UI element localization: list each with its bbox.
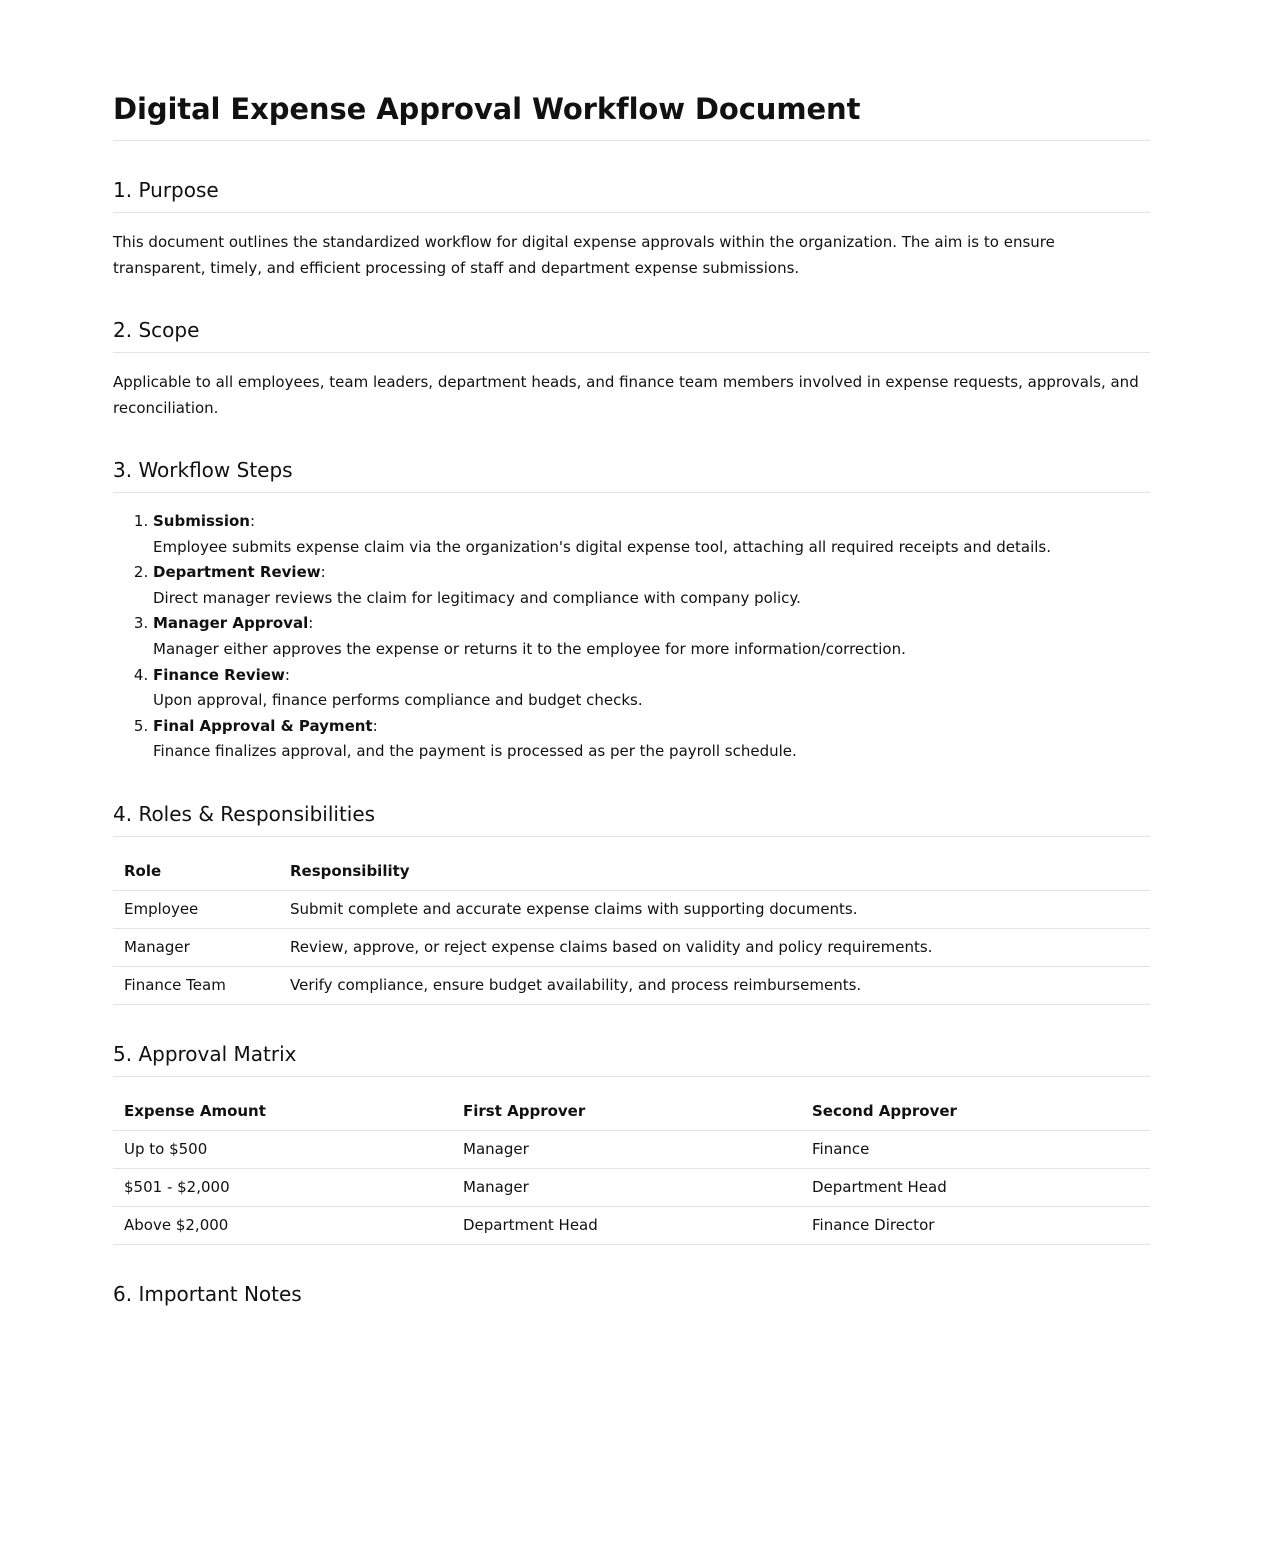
column-header: Responsibility <box>279 853 1150 891</box>
workflow-step: 3. Manager Approval: Manager either approves the expense or returns it to the employee for more information/correction. <box>153 611 1150 662</box>
table-row <box>113 1206 1150 1244</box>
table-cell: Manager <box>113 928 279 966</box>
table-cell: Manager <box>452 1168 801 1206</box>
table-header-row <box>113 1093 1150 1131</box>
table-cell: Above $2,000 <box>113 1206 452 1244</box>
section-purpose <box>113 177 1150 281</box>
section-roles <box>113 801 1150 1005</box>
table-row <box>113 890 1150 928</box>
purpose-text: This document outlines the standardized workflow for digital expense approvals within the organization. The aim is to ensure transparent, timely, and efficient processing of staff and department expense submissions. <box>113 233 1055 277</box>
step-description: Finance finalizes approval, and the payment is processed as per the payroll schedule. <box>153 742 797 761</box>
section-workflow <box>113 457 1150 765</box>
table-cell: Review, approve, or reject expense claims based on validity and policy requirements. <box>279 928 1150 966</box>
workflow-step: 1. Submission: Employee submits expense claim via the organization's digital expense tool, attaching all required receipts and details. <box>153 509 1150 560</box>
table-cell: Finance <box>801 1130 1150 1168</box>
step-title: Finance Review <box>153 665 285 684</box>
table-header-row <box>113 853 1150 891</box>
table-cell: Department Head <box>801 1168 1150 1206</box>
document-page <box>113 0 1150 1316</box>
workflow-step: 4. Finance Review: Upon approval, finance performs compliance and budget checks. <box>153 663 1150 714</box>
table-row <box>113 1130 1150 1168</box>
column-header: Expense Amount <box>113 1093 452 1131</box>
step-title: Final Approval & Payment <box>153 716 373 735</box>
table-cell: Finance Director <box>801 1206 1150 1244</box>
table-cell: Department Head <box>452 1206 801 1244</box>
workflow-step: 5. Final Approval & Payment: Finance finalizes approval, and the payment is processed as per the payroll schedule. <box>153 714 1150 765</box>
table-cell: Manager <box>452 1130 801 1168</box>
step-title: Department Review <box>153 563 321 582</box>
workflow-step: 2. Department Review: Direct manager reviews the claim for legitimacy and compliance with company policy. <box>153 560 1150 611</box>
document-title: Digital Expense Approval Workflow Document <box>113 91 1150 141</box>
step-description: Manager either approves the expense or returns it to the employee for more information/correction. <box>153 639 906 658</box>
workflow-steps-list <box>113 509 1150 765</box>
table-cell: Verify compliance, ensure budget availability, and process reimbursements. <box>279 966 1150 1004</box>
table-row <box>113 966 1150 1004</box>
scope-text: Applicable to all employees, team leaders, department heads, and finance team members involved in expense requests, approvals, and reconciliation. <box>113 373 1139 417</box>
section-approval-matrix <box>113 1041 1150 1245</box>
step-description: Employee submits expense claim via the organization's digital expense tool, attaching all required receipts and details. <box>153 537 1052 556</box>
section-heading-scope: 2. Scope <box>113 317 1150 353</box>
table-cell: Submit complete and accurate expense claims with supporting documents. <box>279 890 1150 928</box>
section-heading-notes: 6. Important Notes <box>113 1281 302 1306</box>
table-row <box>113 928 1150 966</box>
column-header: Role <box>113 853 279 891</box>
table-row <box>113 1168 1150 1206</box>
step-title: Manager Approval <box>153 614 309 633</box>
section-notes <box>113 1281 1150 1316</box>
table-cell: Up to $500 <box>113 1130 452 1168</box>
roles-table <box>113 853 1150 1005</box>
section-heading-roles: 4. Roles & Responsibilities <box>113 801 1150 837</box>
section-heading-workflow: 3. Workflow Steps <box>113 457 1150 493</box>
table-cell: Finance Team <box>113 966 279 1004</box>
table-cell: $501 - $2,000 <box>113 1168 452 1206</box>
section-heading-purpose: 1. Purpose <box>113 177 1150 213</box>
column-header: Second Approver <box>801 1093 1150 1131</box>
approval-matrix-table <box>113 1093 1150 1245</box>
step-title: Submission <box>153 512 250 530</box>
section-heading-matrix: 5. Approval Matrix <box>113 1041 1150 1077</box>
step-description: Upon approval, finance performs compliance and budget checks. <box>153 691 643 710</box>
step-description: Direct manager reviews the claim for legitimacy and compliance with company policy. <box>153 588 801 607</box>
section-scope <box>113 317 1150 421</box>
table-cell: Employee <box>113 890 279 928</box>
column-header: First Approver <box>452 1093 801 1131</box>
